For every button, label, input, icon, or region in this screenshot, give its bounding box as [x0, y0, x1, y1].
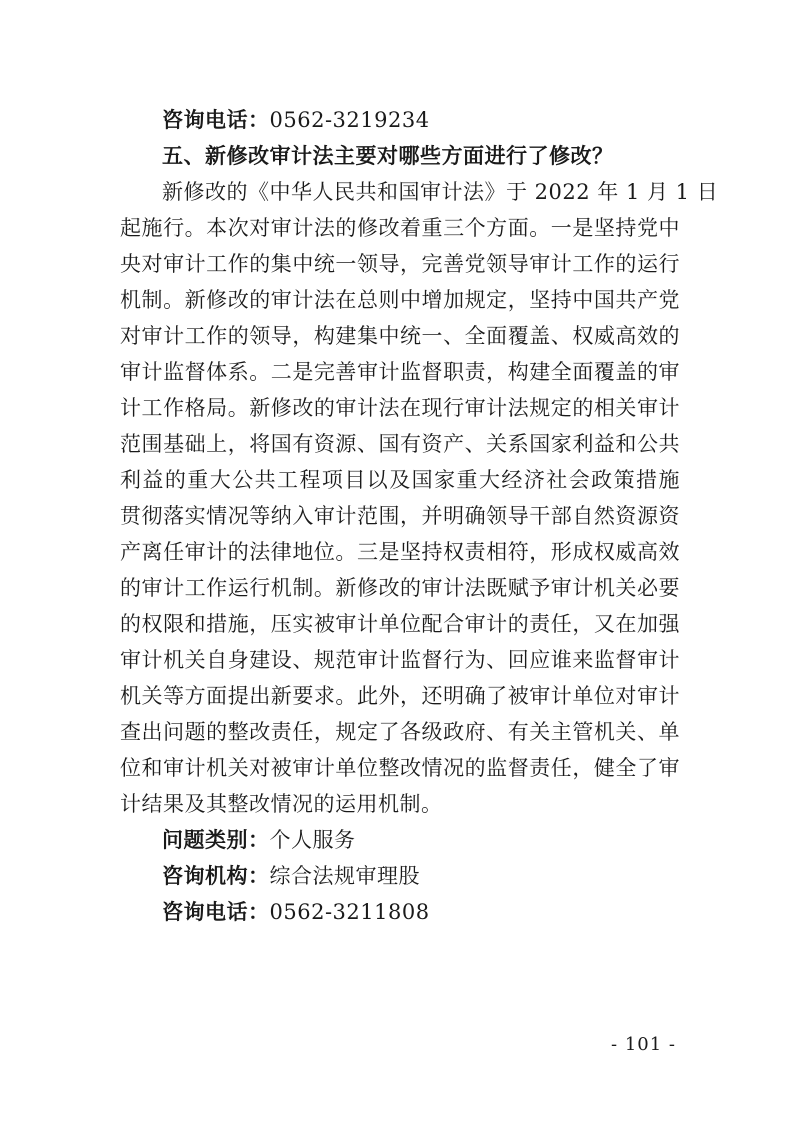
category-label: 问题类别： [162, 828, 270, 852]
body-line: 计结果及其整改情况的运用机制。 [120, 792, 443, 816]
body-line: 利益的重大公共工程项目以及国家重大经济社会政策措施 [120, 468, 680, 492]
body-line: 新修改的《中华人民共和国审计法》于 2022 年 1 月 1 日 [162, 180, 719, 204]
top-contact-phone [120, 102, 680, 138]
consulting-agency [120, 858, 680, 894]
contact-phone-value: 0562-3219234 [269, 108, 430, 132]
body-line: 起施行。本次对审计法的修改着重三个方面。一是坚持党中 [120, 216, 680, 240]
page-number: - 101 - [611, 1034, 676, 1055]
section-heading: 五、新修改审计法主要对哪些方面进行了修改？ [162, 144, 614, 168]
section-body [120, 174, 719, 822]
body-line: 位和审计机关对被审计单位整改情况的监督责任，健全了审 [120, 756, 680, 780]
body-line: 计工作格局。新修改的审计法在现行审计法规定的相关审计 [120, 396, 680, 420]
phone-value: 0562-3211808 [269, 900, 430, 924]
body-line: 贯彻落实情况等纳入审计范围，并明确领导干部自然资源资 [120, 504, 680, 528]
body-line: 对审计工作的领导，构建集中统一、全面覆盖、权威高效的 [120, 324, 680, 348]
body-line: 查出问题的整改责任，规定了各级政府、有关主管机关、单 [120, 720, 680, 744]
question-category [120, 822, 680, 858]
agency-value: 综合法规审理股 [269, 864, 420, 888]
body-line: 产离任审计的法律地位。三是坚持权责相符，形成权威高效 [120, 540, 680, 564]
contact-phone-label: 咨询电话： [162, 108, 270, 132]
body-line: 审计机关自身建设、规范审计监督行为、回应谁来监督审计 [120, 648, 680, 672]
body-line: 审计监督体系。二是完善审计监督职责，构建全面覆盖的审 [120, 360, 680, 384]
body-line: 机关等方面提出新要求。此外，还明确了被审计单位对审计 [120, 684, 680, 708]
body-line: 央对审计工作的集中统一领导，完善党领导审计工作的运行 [120, 252, 680, 276]
body-line: 的审计工作运行机制。新修改的审计法既赋予审计机关必要 [120, 576, 680, 600]
body-line: 的权限和措施，压实被审计单位配合审计的责任，又在加强 [120, 612, 680, 636]
page-content [120, 102, 719, 930]
phone-label: 咨询电话： [162, 900, 270, 924]
body-line: 范围基础上，将国有资源、国有资产、关系国家利益和公共 [120, 432, 680, 456]
category-value: 个人服务 [269, 828, 356, 852]
body-line: 机制。新修改的审计法在总则中增加规定，坚持中国共产党 [120, 288, 680, 312]
agency-label: 咨询机构： [162, 864, 270, 888]
consulting-phone [120, 894, 680, 930]
